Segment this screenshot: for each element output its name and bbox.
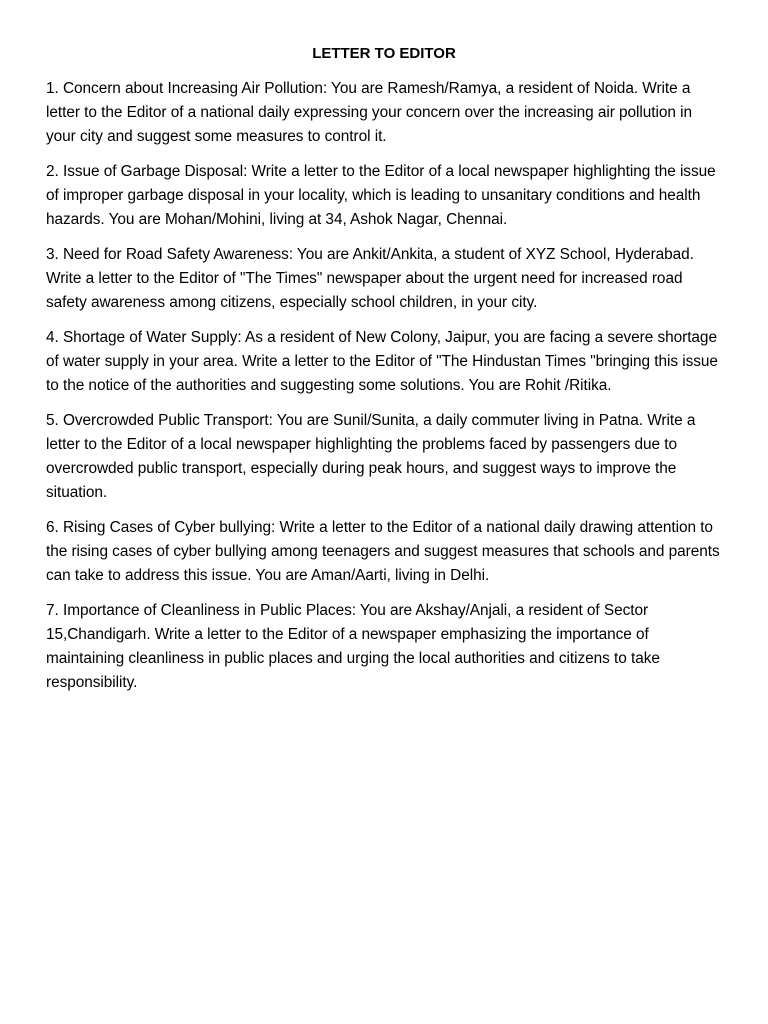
paragraph-garbage-disposal: 2. Issue of Garbage Disposal: Write a letter to the Editor of a local newspaper highlighting the issue of improper garbage disposal in your locality, which is leading to unsanitary conditions and health hazards. You are Mohan/Mohini, living at 34, Ashok Nagar, Chennai. (46, 163, 716, 228)
paragraph-air-pollution: 1. Concern about Increasing Air Pollution: You are Ramesh/Ramya, a resident of Noida. Write a letter to the Editor of a national daily expressing your concern over the increasing air pollution in your city and suggest some measures to control it. (46, 80, 693, 145)
paragraph-cleanliness: 7. Importance of Cleanliness in Public Places: You are Akshay/Anjali, a resident of Sector 15,Chandigarh. Write a letter to the Editor of a newspaper emphasizing the importance of maintaining cleanliness in public places and urging the local authorities and citizens to take responsibility. (46, 602, 660, 691)
paragraph-public-transport: 5. Overcrowded Public Transport: You are Sunil/Sunita, a daily commuter living in Patna. Write a letter to the Editor of a local newspaper highlighting the problems faced by passengers due to overcrowded public transport, especially during peak hours, and suggest ways to improve the situation. (46, 412, 696, 501)
paragraph-cyber-bullying: 6. Rising Cases of Cyber bullying: Write a letter to the Editor of a national daily drawing attention to the rising cases of cyber bullying among teenagers and suggest measures that schools and parents can take to address this issue. You are Aman/Aarti, living in Delhi. (46, 519, 720, 584)
document-title: LETTER TO EDITOR (312, 45, 456, 62)
paragraph-water-supply: 4. Shortage of Water Supply: As a resident of New Colony, Jaipur, you are facing a severe shortage of water supply in your area. Write a letter to the Editor of "The Hindustan Times "bringing this issue to the notice of the authorities and suggesting some solutions. You are Rohit /Ritika. (46, 329, 718, 394)
paragraph-road-safety: 3. Need for Road Safety Awareness: You are Ankit/Ankita, a student of XYZ School, Hyderabad. Write a letter to the Editor of "The Times" newspaper about the urgent need for increased road safety awareness among citizens, especially school children, in your city. (46, 246, 694, 311)
